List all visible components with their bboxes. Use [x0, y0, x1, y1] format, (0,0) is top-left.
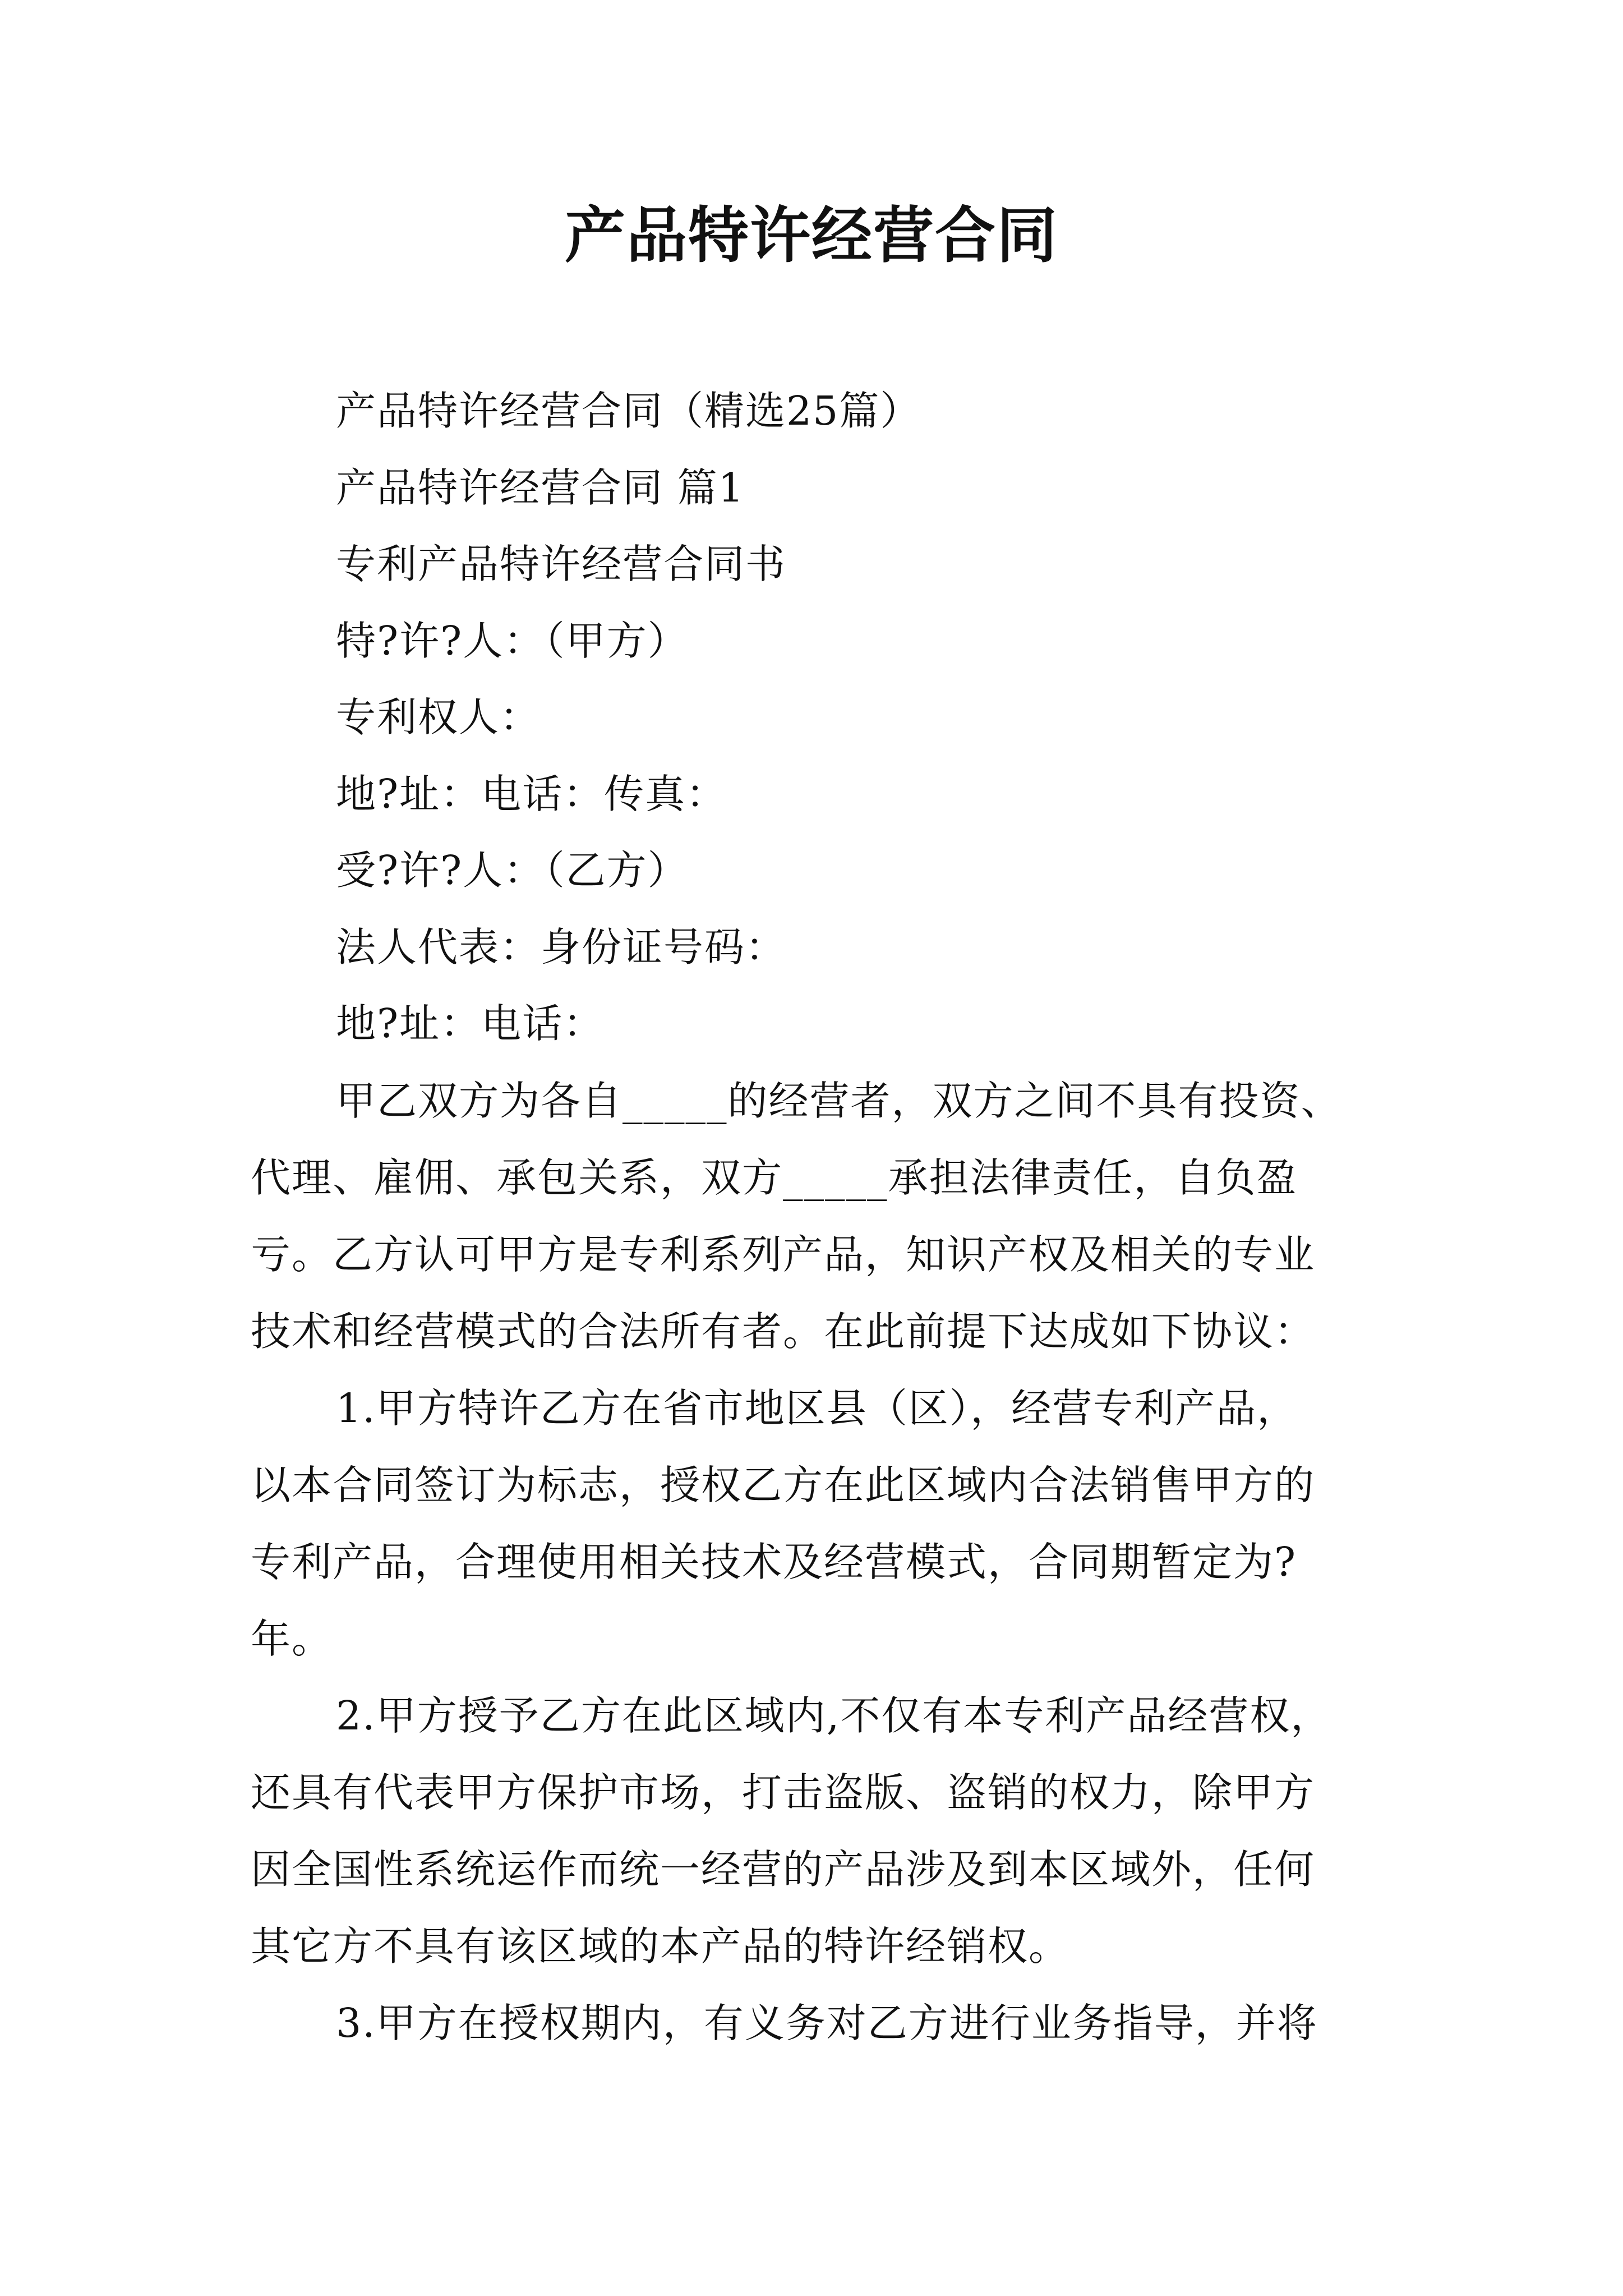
paragraph-line: 其它方不具有该区域的本产品的特许经销权。 — [251, 1922, 1070, 1970]
paragraph-line: 3.甲方在授权期内，有义务对乙方进行业务指导，并将 — [336, 1999, 1318, 2046]
paragraph-line: 甲乙双方为各自_____的经营者，双方之间不具有投资、 — [336, 1077, 1342, 1124]
paragraph-line: 因全国性系统运作而统一经营的产品涉及到本区域外，任何 — [251, 1846, 1316, 1893]
document-body — [251, 373, 1395, 2062]
patentee-line: 专利权人： — [336, 694, 541, 740]
licensor-line: 特?许?人：（甲方） — [336, 617, 689, 664]
paragraph-clause-3 — [251, 1985, 1395, 2062]
section-heading: 产品特许经营合同 篇1 — [336, 464, 745, 511]
paragraph-line: 代理、雇佣、承包关系，双方_____承担法律责任，自负盈 — [251, 1154, 1298, 1201]
contract-heading: 专利产品特许经营合同书 — [336, 541, 787, 587]
paragraph-line: 以本合同签订为标志，授权乙方在此区域内合法销售甲方的 — [251, 1461, 1316, 1508]
paragraph-line: 还具有代表甲方保护市场，打击盗版、盗销的权力，除甲方 — [251, 1769, 1316, 1816]
paragraph-preamble — [251, 1062, 1395, 1370]
paragraph-line: 亏。乙方认可甲方是专利系列产品，知识产权及相关的专业 — [251, 1231, 1316, 1278]
document-title: 产品特许经营合同 — [564, 200, 1058, 271]
paragraph-line: 1.甲方特许乙方在省市地区县（区），经营专利产品， — [336, 1384, 1298, 1432]
subtitle-line: 产品特许经营合同（精选25篇） — [336, 388, 921, 434]
paragraph-line: 技术和经营模式的合法所有者。在此前提下达成如下协议： — [251, 1308, 1316, 1355]
legal-rep-line: 法人代表：身份证号码： — [336, 923, 787, 970]
licensee-line: 受?许?人：（乙方） — [336, 847, 689, 894]
licensor-address-line: 地?址：电话：传真： — [336, 770, 727, 817]
licensee-address-line: 地?址：电话： — [336, 1000, 605, 1047]
paragraph-line: 年。 — [251, 1615, 333, 1662]
paragraph-clause-2 — [251, 1677, 1395, 1985]
paragraph-clause-1 — [251, 1370, 1395, 1677]
paragraph-line: 2.甲方授予乙方在此区域内,不仅有本专利产品经营权， — [336, 1692, 1332, 1739]
paragraph-line: 专利产品，合理使用相关技术及经营模式，合同期暂定为? — [251, 1538, 1297, 1585]
